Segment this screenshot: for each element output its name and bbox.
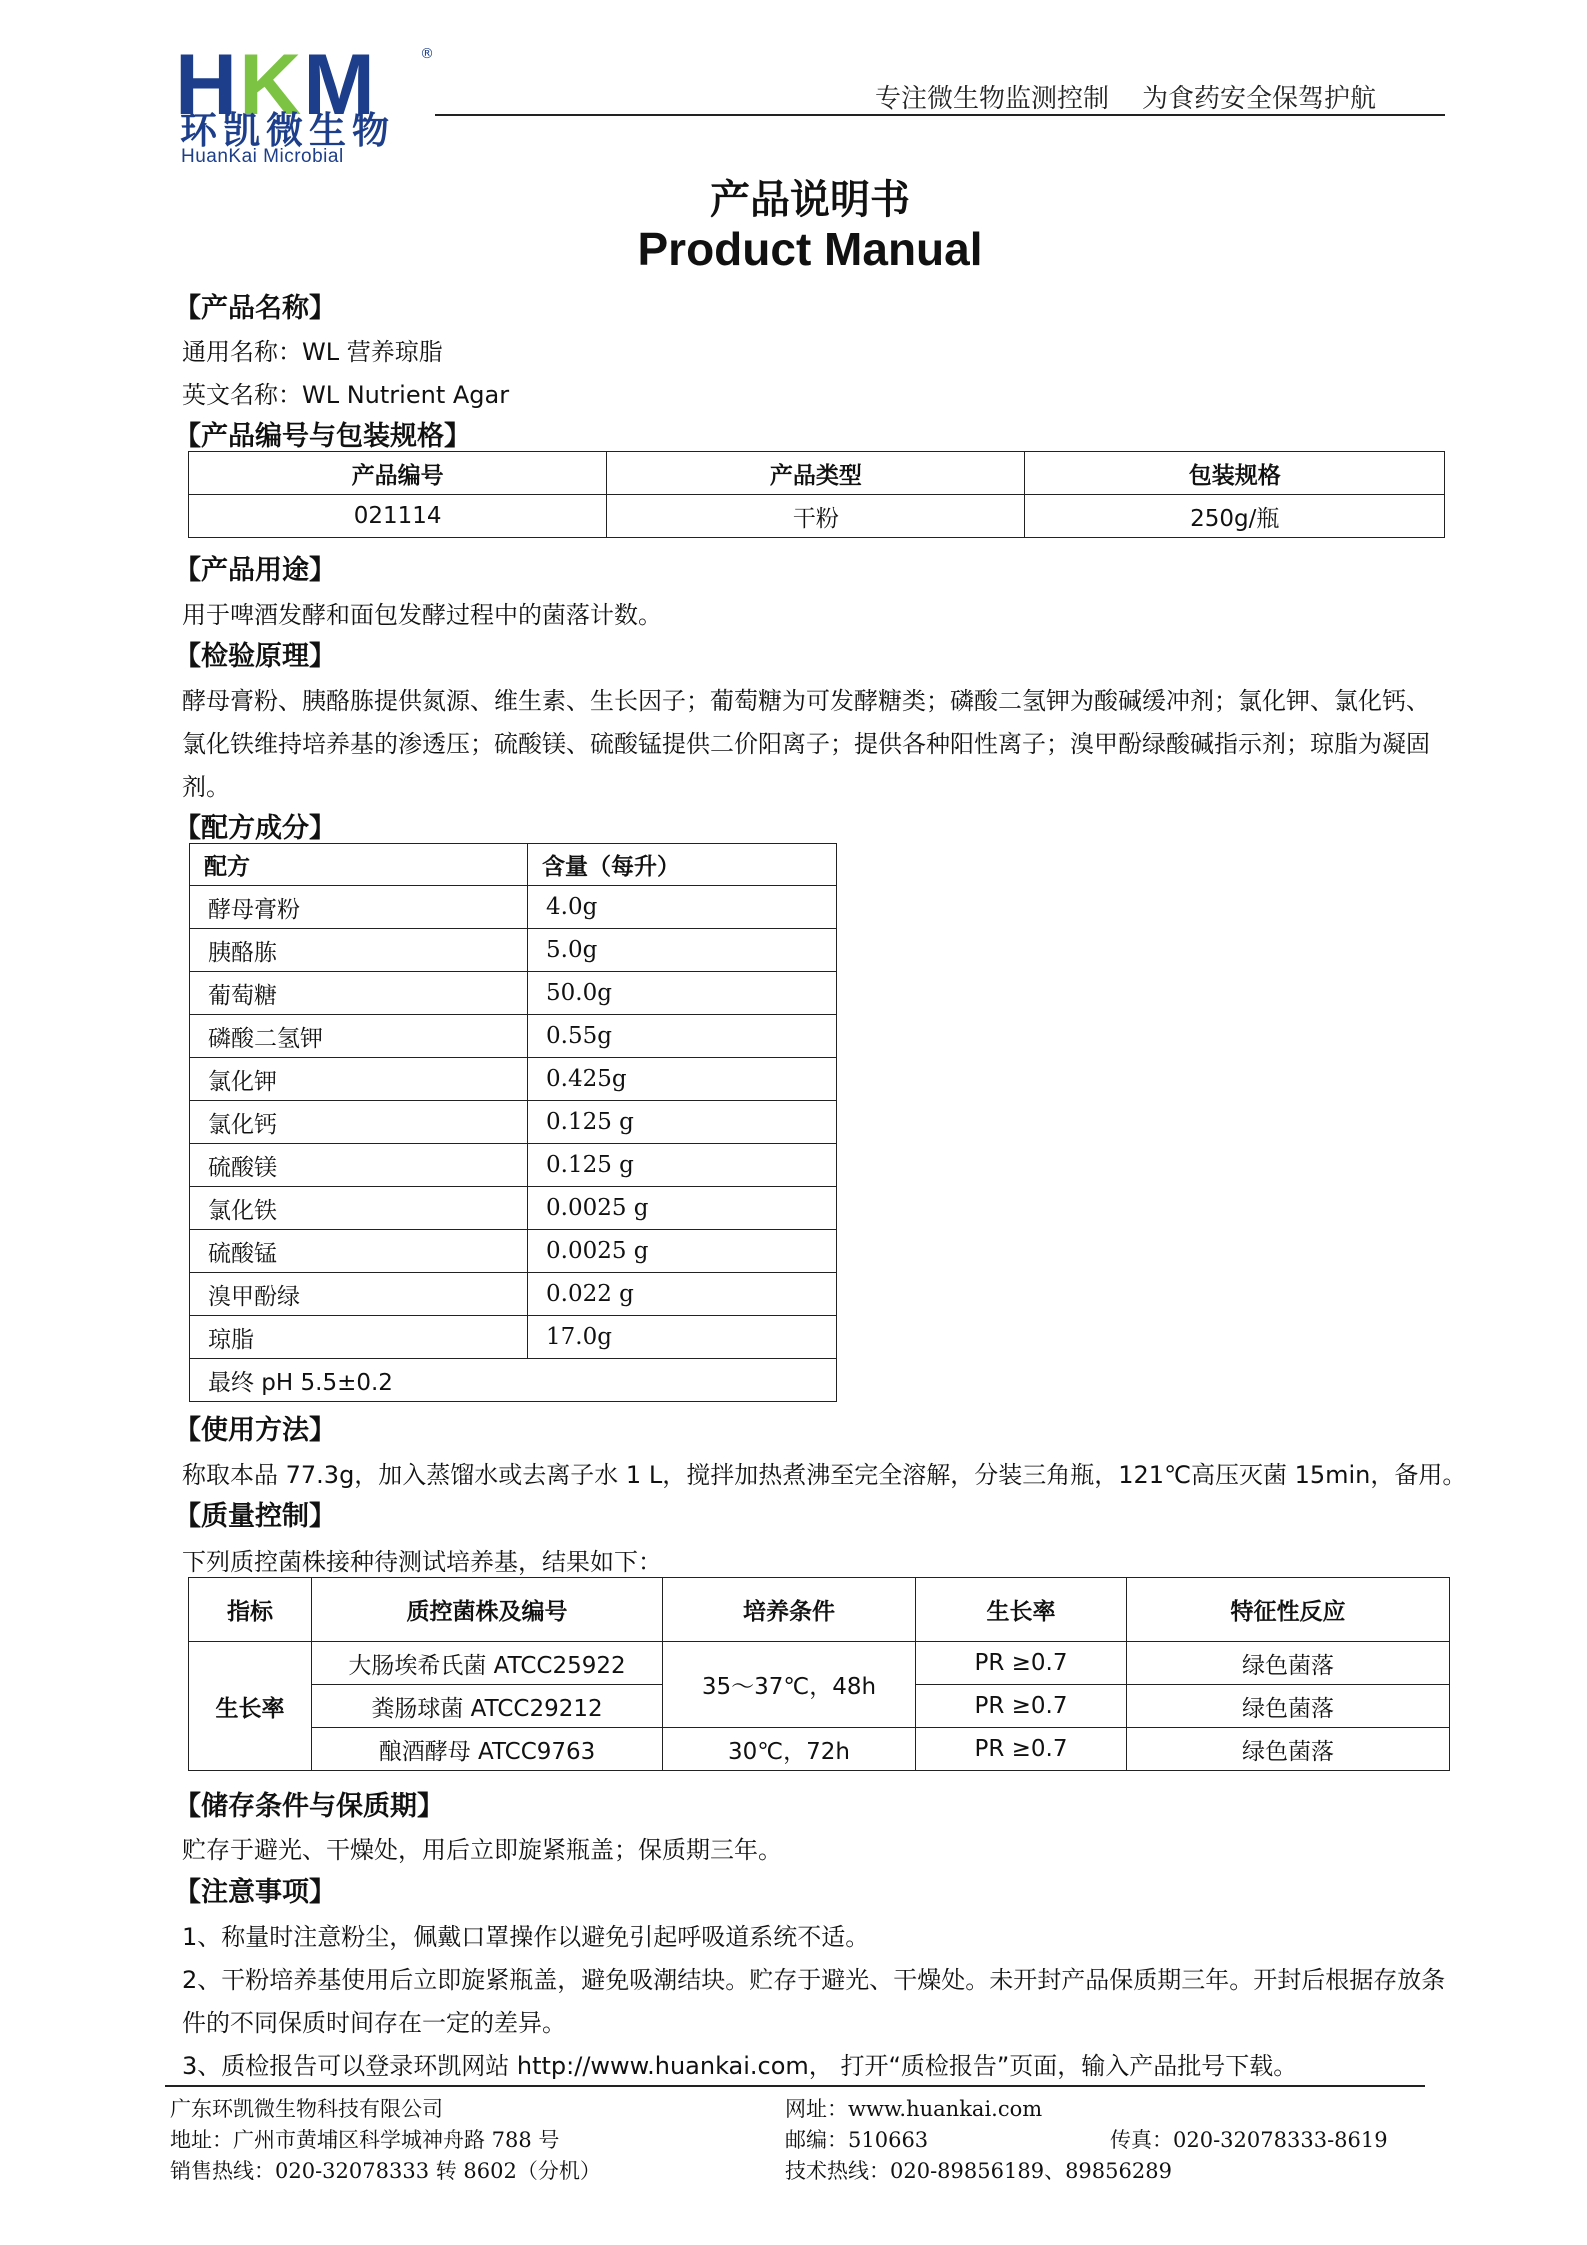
footer-postcode: 邮编：510663 [785,2128,929,2152]
final-ph: 最终 pH 5.5±0.2 [190,1359,837,1402]
ingredient-amount: 17.0g [528,1316,837,1359]
package-table [188,451,1445,538]
table-row [189,1642,1450,1685]
formula-header-ingredient: 配方 [190,844,528,886]
footer-company: 广东环凯微生物科技有限公司 [170,2097,443,2121]
qc-rate: PR ≥0.7 [916,1685,1127,1728]
ingredient-name: 氯化钾 [190,1058,528,1101]
ingredient-name: 酵母膏粉 [190,886,528,929]
section-heading-principle: 【检验原理】 [174,641,336,672]
storage-text: 贮存于避光、干燥处，用后立即旋紧瓶盖；保质期三年。 [182,1836,782,1864]
english-name: 英文名称：WL Nutrient Agar [182,381,510,409]
qc-reaction: 绿色菌落 [1127,1685,1450,1728]
ingredient-name: 硫酸镁 [190,1144,528,1187]
footer-sales-hotline: 销售热线：020-32078333 转 8602（分机） [170,2159,601,2183]
note-line-4: 3、质检报告可以登录环凯网站 http://www.huankai.com， 打开“质检报告”页面，输入产品批号下载。 [182,2052,1298,2080]
qc-header-reaction: 特征性反应 [1127,1578,1450,1642]
ingredient-name: 氯化钙 [190,1101,528,1144]
table-row [190,972,837,1015]
common-name: 通用名称：WL 营养琼脂 [182,338,443,366]
ingredient-name: 葡萄糖 [190,972,528,1015]
logo-letter-m: M [303,37,377,133]
formula-table [189,843,837,1402]
ingredient-amount: 0.425g [528,1058,837,1101]
footer-divider [165,2085,1425,2087]
table-row [189,1728,1450,1771]
principle-line-3: 剂。 [182,773,230,801]
qc-rate: PR ≥0.7 [916,1642,1127,1685]
method-text: 称取本品 77.3g，加入蒸馏水或去离子水 1 L，搅拌加热煮沸至完全溶解，分装三角瓶，121℃高压灭菌 15min，备用。 [182,1461,1467,1489]
qc-rate: PR ≥0.7 [916,1728,1127,1771]
qc-strain: 大肠埃希氏菌 ATCC25922 [312,1642,663,1685]
section-heading-quality-control: 【质量控制】 [174,1501,336,1532]
footer-address: 地址：广州市黄埔区科学城神舟路 788 号 [170,2128,560,2152]
qc-strain: 粪肠球菌 ATCC29212 [312,1685,663,1728]
table-row [190,1101,837,1144]
header-divider [435,114,1445,116]
logo-english-name: HuanKai Microbial [181,146,344,167]
table-row [190,886,837,929]
footer-fax: 传真：020-32078333-8619 [1110,2128,1388,2152]
qc-header-growth-rate: 生长率 [916,1578,1127,1642]
quality-control-table [188,1577,1450,1771]
page-title-chinese: 产品说明书 [710,177,910,223]
section-heading-storage: 【储存条件与保质期】 [174,1791,444,1822]
table-row [190,1230,837,1273]
ingredient-amount: 0.022 g [528,1273,837,1316]
package-header-spec: 包装规格 [1025,452,1445,495]
qc-reaction: 绿色菌落 [1127,1642,1450,1685]
table-row [190,1058,837,1101]
note-line-3: 件的不同保质时间存在一定的差异。 [182,2009,566,2037]
use-text: 用于啤酒发酵和面包发酵过程中的菌落计数。 [182,601,662,629]
table-row [190,1316,837,1359]
note-line-1: 1、称量时注意粉尘，佩戴口罩操作以避免引起呼吸道系统不适。 [182,1923,870,1951]
header-slogan: 专注微生物监测控制 为食药安全保驾护航 [875,84,1377,114]
ingredient-name: 氯化铁 [190,1187,528,1230]
qc-condition: 30℃，72h [663,1728,916,1771]
section-heading-notes: 【注意事项】 [174,1877,336,1908]
section-heading-method: 【使用方法】 [174,1415,336,1446]
ingredient-name: 琼脂 [190,1316,528,1359]
registered-mark: ® [420,46,434,62]
ingredient-amount: 0.0025 g [528,1187,837,1230]
section-heading-use: 【产品用途】 [174,555,336,586]
package-header-code: 产品编号 [189,452,607,495]
ingredient-amount: 5.0g [528,929,837,972]
ingredient-name: 胰酪胨 [190,929,528,972]
footer-website: 网址：www.huankai.com [785,2097,1043,2121]
formula-header-amount: 含量（每升） [528,844,837,886]
package-type: 干粉 [607,495,1025,538]
ingredient-amount: 4.0g [528,886,837,929]
logo-letter-h: H [175,37,240,133]
ingredient-amount: 0.125 g [528,1101,837,1144]
principle-line-1: 酵母膏粉、胰酪胨提供氮源、维生素、生长因子；葡萄糖为可发酵糖类；磷酸二氢钾为酸碱缓冲剂；氯化钾、氯化钙、 [182,687,1430,715]
logo-letter-k: K [239,37,304,133]
table-row [190,1187,837,1230]
logo-chinese-name: 环凯微生物 [180,109,395,152]
table-row [190,1015,837,1058]
table-row [190,929,837,972]
footer-tech-hotline: 技术热线：020-89856189、89856289 [785,2159,1172,2183]
ingredient-name: 溴甲酚绿 [190,1273,528,1316]
ingredient-amount: 50.0g [528,972,837,1015]
principle-line-2: 氯化铁维持培养基的渗透压；硫酸镁、硫酸锰提供二价阳离子；提供各种阳性离子；溴甲酚绿酸碱指示剂；琼脂为凝固 [182,730,1430,758]
package-spec: 250g/瓶 [1025,495,1445,538]
note-line-2: 2、干粉培养基使用后立即旋紧瓶盖，避免吸潮结块。贮存于避光、干燥处。未开封产品保质期三年。开封后根据存放条 [182,1966,1446,1994]
qc-header-strain: 质控菌株及编号 [312,1578,663,1642]
qc-group-label: 生长率 [189,1642,312,1771]
ingredient-amount: 0.55g [528,1015,837,1058]
package-code: 021114 [189,495,607,538]
ingredient-amount: 0.125 g [528,1144,837,1187]
qc-condition: 35～37℃，48h [663,1642,916,1728]
table-row [190,1144,837,1187]
section-heading-package: 【产品编号与包装规格】 [174,421,471,452]
ingredient-amount: 0.0025 g [528,1230,837,1273]
page-title-english: Product Manual [637,223,983,275]
qc-strain: 酿酒酵母 ATCC9763 [312,1728,663,1771]
qc-intro: 下列质控菌株接种待测试培养基，结果如下： [182,1548,662,1576]
section-heading-product-name: 【产品名称】 [174,293,336,324]
package-header-type: 产品类型 [607,452,1025,495]
qc-header-indicator: 指标 [189,1578,312,1642]
qc-reaction: 绿色菌落 [1127,1728,1450,1771]
ingredient-name: 磷酸二氢钾 [190,1015,528,1058]
section-heading-formula: 【配方成分】 [174,813,336,844]
table-row [190,1273,837,1316]
qc-header-condition: 培养条件 [663,1578,916,1642]
ingredient-name: 硫酸锰 [190,1230,528,1273]
